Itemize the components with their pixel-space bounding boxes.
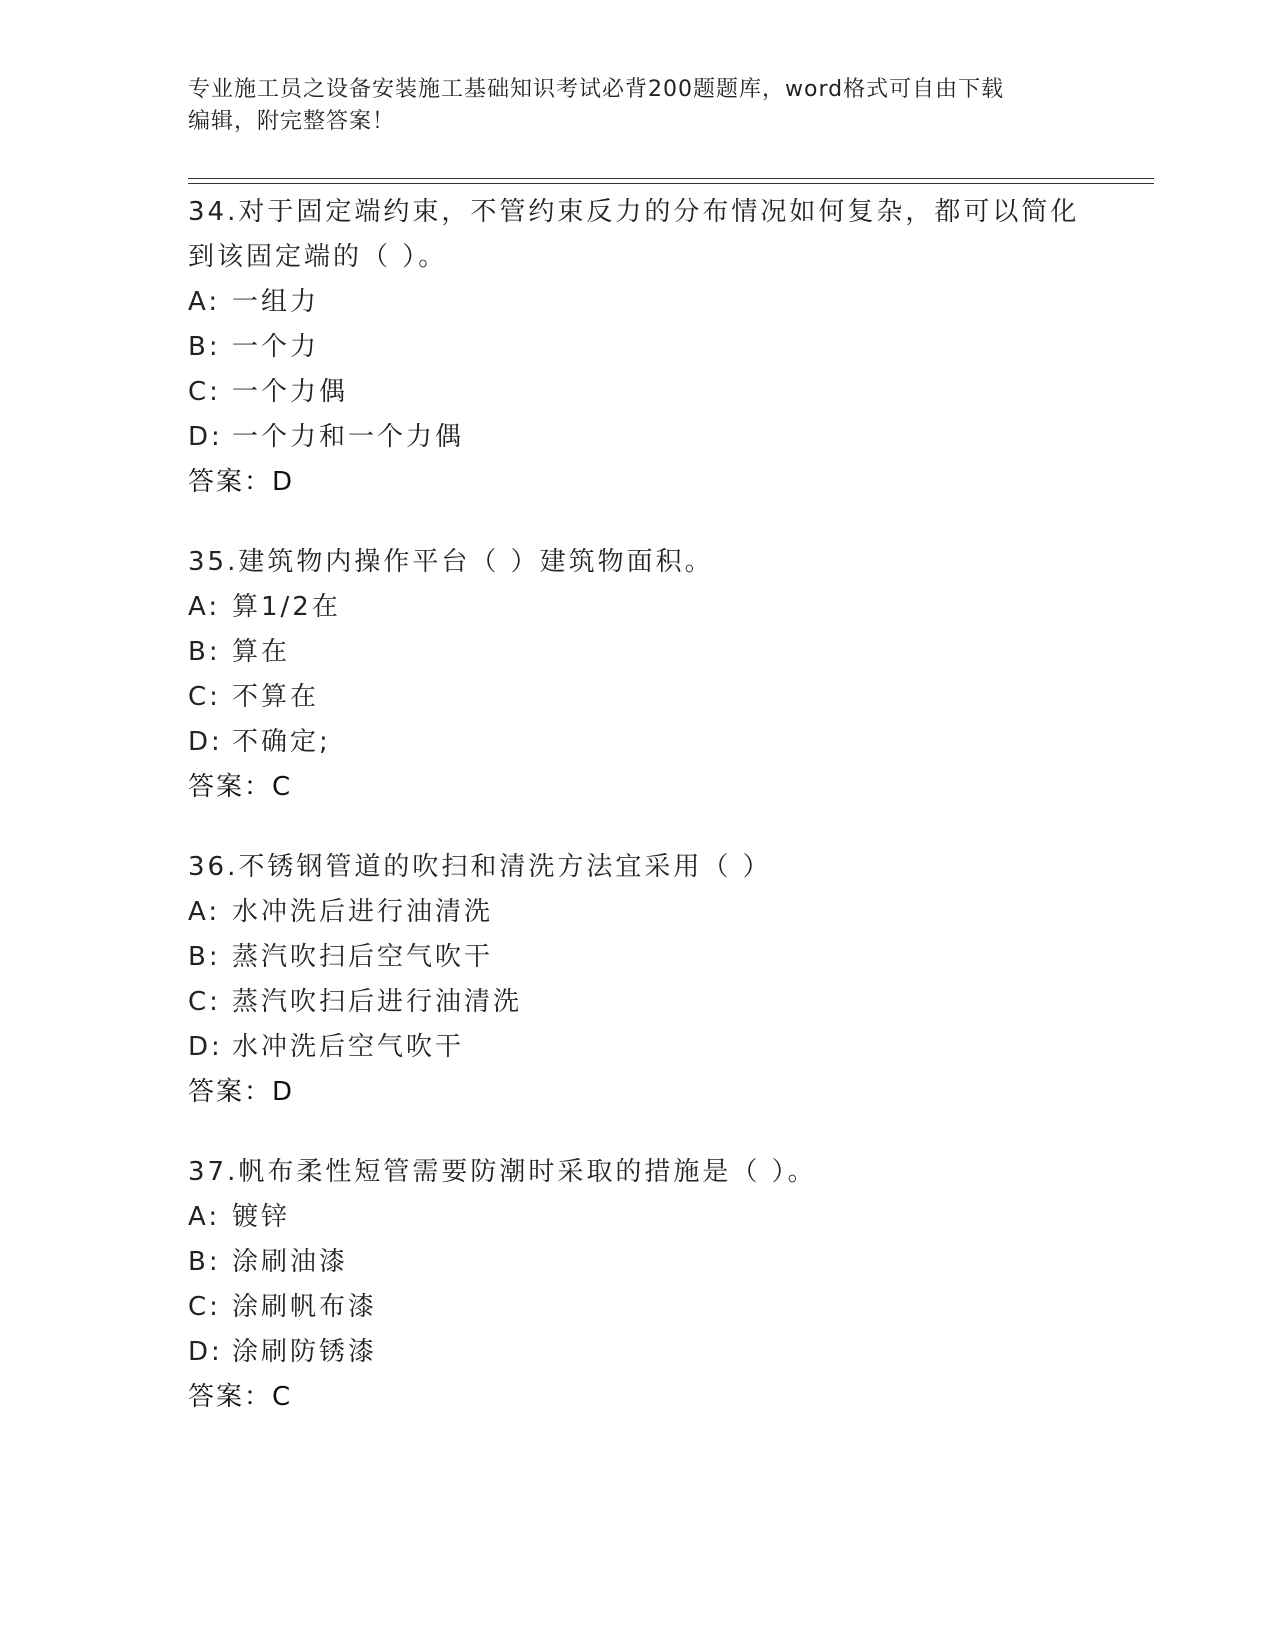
question-37	[188, 1150, 1088, 1420]
question-stem: 34.对于固定端约束，不管约束反力的分布情况如何复杂，都可以简化	[188, 197, 1080, 227]
option-c: C: 蒸汽吹扫后进行油清洗	[188, 987, 523, 1017]
option-b: B: 涂刷油漆	[188, 1247, 349, 1277]
question-36	[188, 845, 1088, 1115]
option-d: D: 涂刷防锈漆	[188, 1337, 378, 1367]
option-c: C: 涂刷帆布漆	[188, 1292, 378, 1322]
question-35	[188, 540, 1088, 810]
answer-line: 答案：D	[188, 1077, 294, 1107]
question-stem: 36.不锈钢管道的吹扫和清洗方法宜采用（ ）	[188, 852, 772, 882]
option-a: A: 算1/2在	[188, 592, 341, 622]
header-divider-top	[188, 178, 1154, 179]
header-line-1: 专业施工员之设备安装施工基础知识考试必背200题题库，word格式可自由下载	[188, 77, 1005, 102]
option-b: B: 算在	[188, 637, 291, 667]
option-b: B: 蒸汽吹扫后空气吹干	[188, 942, 494, 972]
answer-value: C	[272, 772, 292, 802]
question-stem: 37.帆布柔性短管需要防潮时采取的措施是（ ）。	[188, 1157, 817, 1187]
answer-line: 答案：C	[188, 772, 292, 802]
question-34	[188, 190, 1088, 505]
option-c: C: 一个力偶	[188, 377, 349, 407]
question-stem-continued: 到该固定端的（ ）。	[188, 242, 448, 272]
option-d: D: 不确定;	[188, 727, 331, 757]
answer-value: C	[272, 1382, 292, 1412]
option-d: D: 一个力和一个力偶	[188, 422, 465, 452]
header-line-2: 编辑，附完整答案！	[188, 109, 396, 134]
option-c: C: 不算在	[188, 682, 320, 712]
answer-line: 答案：C	[188, 1382, 292, 1412]
option-a: A: 水冲洗后进行油清洗	[188, 897, 494, 927]
option-b: B: 一个力	[188, 332, 320, 362]
option-d: D: 水冲洗后空气吹干	[188, 1032, 465, 1062]
header-divider-bottom	[188, 183, 1154, 184]
option-a: A: 镀锌	[188, 1202, 291, 1232]
answer-line: 答案：D	[188, 467, 294, 497]
answer-value: D	[272, 1077, 294, 1107]
document-header	[188, 74, 1088, 138]
answer-value: D	[272, 467, 294, 497]
question-stem: 35.建筑物内操作平台（ ）建筑物面积。	[188, 547, 714, 577]
option-a: A: 一组力	[188, 287, 320, 317]
